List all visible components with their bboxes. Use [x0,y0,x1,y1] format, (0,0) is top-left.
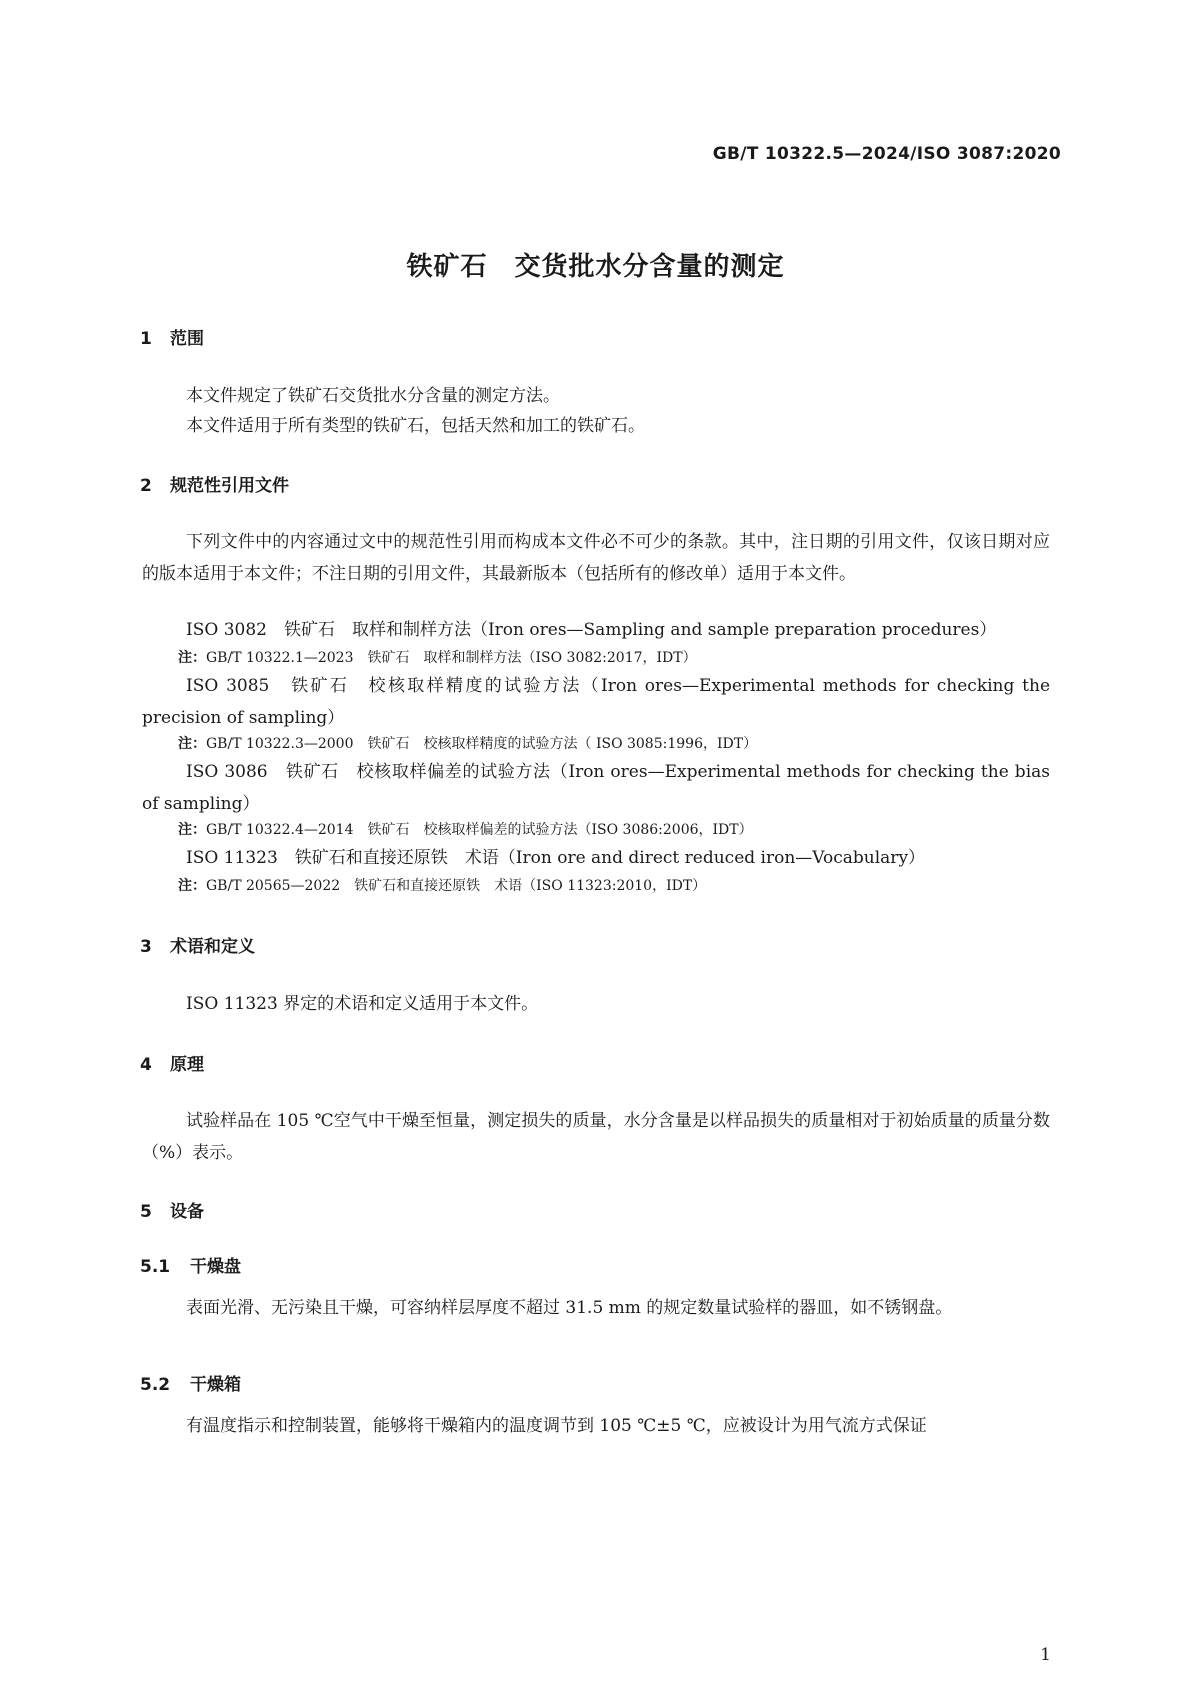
note-label: 注： [178,650,206,666]
section-title: 术语和定义 [170,937,255,957]
subsection-title: 干燥箱 [190,1375,241,1395]
paragraph: 本文件规定了铁矿石交货批水分含量的测定方法。 [186,386,560,406]
note-text: GB/T 20565—2022 铁矿石和直接还原铁 术语（ISO 11323:2010，IDT） [206,878,707,894]
section-5-heading [140,1197,204,1222]
paragraph: 表面光滑、无污染且干燥，可容纳样层厚度不超过 31.5 mm 的规定数量试验样的器皿，如不锈钢盘。 [186,1298,953,1318]
section-2-heading [140,471,289,496]
note-text: GB/T 10322.1—2023 铁矿石 取样和制样方法（ISO 3082:2017，IDT） [206,650,697,666]
page-number: 1 [1040,1645,1051,1665]
note-label: 注： [178,736,206,752]
note-text: GB/T 10322.4—2014 铁矿石 校核取样偏差的试验方法（ISO 3086:2006，IDT） [206,822,753,838]
note-label: 注： [178,878,206,894]
paragraph: 下列文件中的内容通过文中的规范性引用而构成本文件必不可少的条款。其中，注日期的引用文件，仅该日期对应的版本适用于本文件；不注日期的引用文件，其最新版本（包括所有的修改单）适用于本文件。 [142,532,1050,584]
document-title: 铁矿石 交货批水分含量的测定 [406,252,785,282]
normative-reference: ISO 3085 铁矿石 校核取样精度的试验方法（Iron ores—Experimental methods for checking the precision of sampling） [142,676,1050,728]
standard-code: GB/T 10322.5—2024/ISO 3087:2020 [712,144,1061,164]
section-number: 3 [140,937,152,957]
section-title: 原理 [170,1055,204,1075]
normative-reference: ISO 3082 铁矿石 取样和制样方法（Iron ores—Sampling and sample preparation procedures） [186,620,997,640]
section-number: 4 [140,1055,152,1075]
section-title: 范围 [170,329,204,349]
reference-note [178,732,757,756]
subsection-5-2-heading [140,1370,241,1395]
section-number: 5 [140,1202,152,1222]
section-1-heading [140,324,204,349]
section-4-heading [140,1050,204,1075]
section-title: 规范性引用文件 [170,476,289,496]
subsection-5-1-heading [140,1252,241,1277]
section-number: 2 [140,476,152,496]
section-title: 设备 [170,1202,204,1222]
section-number: 1 [140,329,152,349]
section-3-heading [140,932,255,957]
paragraph: 试验样品在 105 ℃空气中干燥至恒量，测定损失的质量，水分含量是以样品损失的质量相对于初始质量的质量分数（%）表示。 [142,1111,1050,1163]
paragraph: ISO 11323 界定的术语和定义适用于本文件。 [186,994,539,1014]
note-label: 注： [178,822,206,838]
reference-note [178,874,706,898]
subsection-title: 干燥盘 [190,1257,241,1277]
paragraph: 本文件适用于所有类型的铁矿石，包括天然和加工的铁矿石。 [186,416,645,436]
normative-reference: ISO 11323 铁矿石和直接还原铁 术语（Iron ore and direct reduced iron—Vocabulary） [186,848,926,868]
note-text: GB/T 10322.3—2000 铁矿石 校核取样精度的试验方法（ ISO 3085:1996，IDT） [206,736,758,752]
reference-note [178,646,697,670]
paragraph: 有温度指示和控制装置，能够将干燥箱内的温度调节到 105 ℃±5 ℃，应被设计为用气流方式保证 [186,1416,927,1436]
subsection-number: 5.2 [140,1375,171,1395]
normative-reference: ISO 3086 铁矿石 校核取样偏差的试验方法（Iron ores—Experimental methods for checking the bias of sampling） [142,762,1050,814]
reference-note [178,818,753,842]
subsection-number: 5.1 [140,1257,171,1277]
